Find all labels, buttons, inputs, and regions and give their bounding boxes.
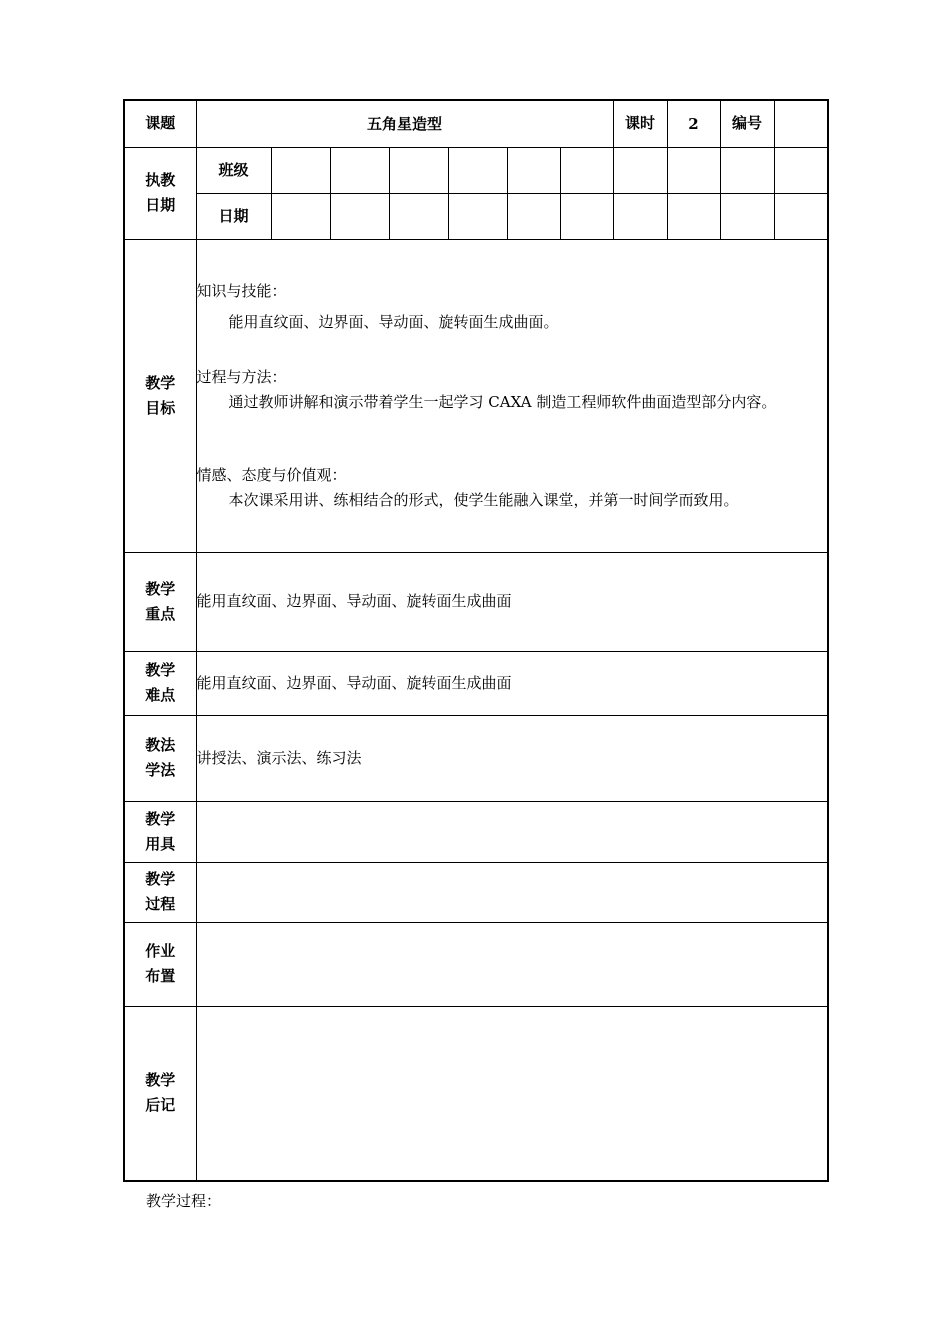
date-row — [124, 193, 828, 239]
class-cell — [330, 147, 389, 193]
topic-label: 课题 — [124, 100, 196, 147]
schedule-label: 执教 日期 — [124, 147, 196, 239]
objectives-content — [196, 239, 828, 552]
process-heading: 过程与方法： — [196, 367, 287, 386]
date-cell — [613, 193, 667, 239]
date-cell — [560, 193, 613, 239]
difficulties-label: 教学 难点 — [124, 651, 196, 715]
homework-row — [124, 922, 828, 1006]
date-cell — [720, 193, 774, 239]
methods-label: 教法 学法 — [124, 715, 196, 801]
topic-value: 五角星造型 — [196, 100, 613, 147]
key-points-label: 教学 重点 — [124, 552, 196, 651]
date-cell — [271, 193, 330, 239]
reflection-label: 教学 后记 — [124, 1006, 196, 1181]
methods-content: 讲授法、演示法、练习法 — [196, 715, 828, 801]
attitude-text: 本次课采用讲、练相结合的形式，使学生能融入课堂，并第一时间学而致用。 — [228, 490, 739, 509]
objectives-row — [124, 239, 828, 552]
process-row — [124, 862, 828, 922]
date-cell — [448, 193, 507, 239]
class-label: 班级 — [196, 147, 271, 193]
reflection-row — [124, 1006, 828, 1181]
hours-label: 课时 — [613, 100, 667, 147]
objectives-label: 教学 目标 — [124, 239, 196, 552]
class-cell — [720, 147, 774, 193]
date-cell — [774, 193, 828, 239]
date-cell — [507, 193, 560, 239]
process-text: 通过教师讲解和演示带着学生一起学习 CAXA 制造工程师软件曲面造型部分内容。 — [228, 392, 777, 411]
topic-row — [124, 100, 828, 147]
knowledge-text: 能用直纹面、边界面、导动面、旋转面生成曲面。 — [228, 312, 559, 331]
homework-label: 作业 布置 — [124, 922, 196, 1006]
class-cell — [667, 147, 720, 193]
class-cell — [389, 147, 448, 193]
number-label: 编号 — [720, 100, 774, 147]
tools-row — [124, 801, 828, 862]
class-cell — [271, 147, 330, 193]
process-label: 教学 过程 — [124, 862, 196, 922]
process-content — [196, 862, 828, 922]
key-points-row — [124, 552, 828, 651]
lesson-plan-table — [123, 99, 829, 1182]
class-cell — [613, 147, 667, 193]
tools-label: 教学 用具 — [124, 801, 196, 862]
methods-row — [124, 715, 828, 801]
date-cell — [330, 193, 389, 239]
class-cell — [507, 147, 560, 193]
tools-content — [196, 801, 828, 862]
number-value — [774, 100, 828, 147]
attitude-heading: 情感、态度与价值观： — [196, 465, 347, 484]
class-row — [124, 147, 828, 193]
key-points-content: 能用直纹面、边界面、导动面、旋转面生成曲面 — [196, 552, 828, 651]
class-cell — [560, 147, 613, 193]
date-cell — [389, 193, 448, 239]
hours-value: 2 — [667, 100, 720, 147]
date-label: 日期 — [196, 193, 271, 239]
difficulties-content: 能用直纹面、边界面、导动面、旋转面生成曲面 — [196, 651, 828, 715]
class-cell — [448, 147, 507, 193]
reflection-content — [196, 1006, 828, 1181]
class-cell — [774, 147, 828, 193]
teaching-process-footer-label: 教学过程： — [146, 1192, 222, 1210]
date-cell — [667, 193, 720, 239]
homework-content — [196, 922, 828, 1006]
knowledge-heading: 知识与技能： — [196, 281, 287, 300]
difficulties-row — [124, 651, 828, 715]
